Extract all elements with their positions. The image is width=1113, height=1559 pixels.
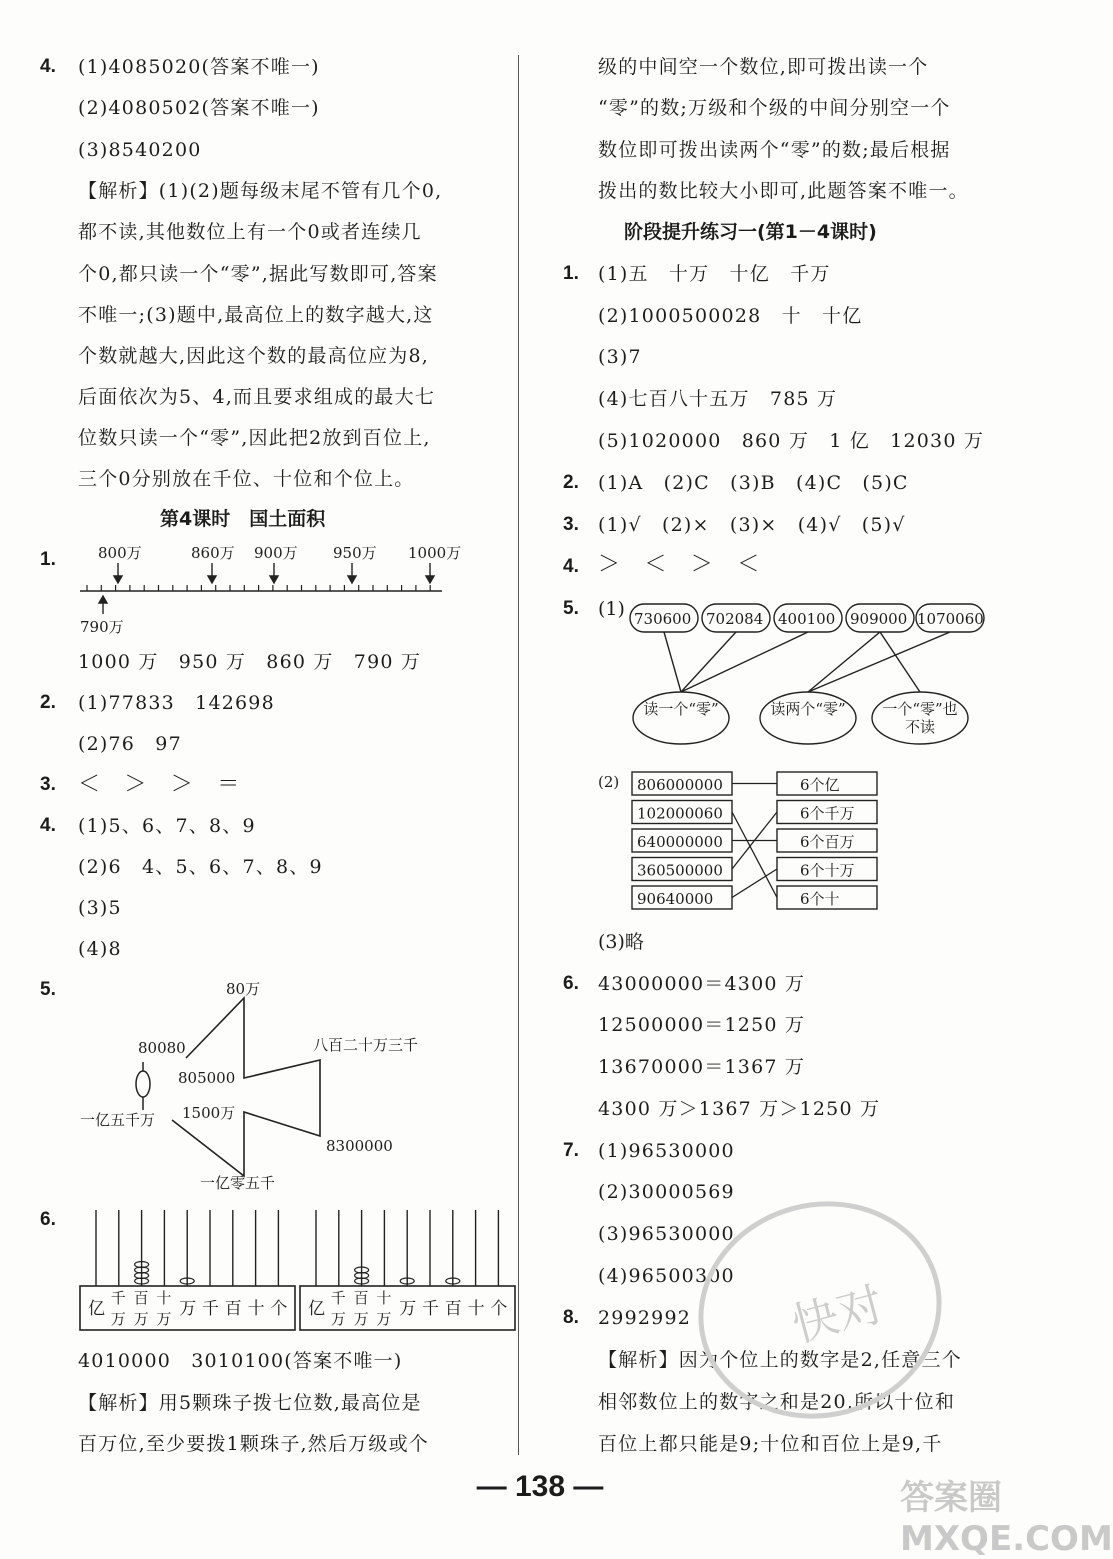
s-q7-line3: (3)96530000 xyxy=(598,1223,735,1245)
q4-line1: (1)4085020(答案不唯一) xyxy=(78,56,320,78)
s-q7-line4: (4)96500300 xyxy=(598,1265,735,1287)
match-left-text: 360500000 xyxy=(637,861,723,880)
zz-805000: 805000 xyxy=(178,1069,236,1087)
cloud-read-two-zeros: 读两个“零” xyxy=(770,700,846,718)
q4-line3: (3)8540200 xyxy=(78,139,202,161)
zz-1yi-ling-5qian: 一亿零五千 xyxy=(200,1174,276,1192)
abacus-place-label: 万 xyxy=(133,1310,149,1328)
abacus-place-label: 亿 xyxy=(308,1299,325,1319)
q4-analysis-1: 【解析】(1)(2)题每级末尾不管有几个0, xyxy=(78,180,443,202)
s-q1-line1: (1)五 十万 十亿 千万 xyxy=(598,263,831,285)
match-left-text: 640000000 xyxy=(637,833,723,851)
l4-q2-line1: (1)77833 142698 xyxy=(78,692,275,714)
l4-q5-number: 5. xyxy=(40,979,56,1000)
s-q6-line2: 12500000＝1250 万 xyxy=(598,1014,806,1036)
cloud-read-one-zero: 读一个“零” xyxy=(643,700,719,718)
q4-analysis-7: 位数只读一个“零”,因此把2放到百位上, xyxy=(78,427,431,449)
abacus-place-label: 亿 xyxy=(88,1299,105,1319)
nl-label-860: 860万 xyxy=(191,544,235,562)
corner-watermark: 答案圈 MXQE.COM xyxy=(900,1478,1113,1559)
s-q1-line5: (5)1020000 860 万 1 亿 12030 万 xyxy=(598,430,985,452)
abacus-place-label: 万 xyxy=(376,1310,392,1328)
s-q8-analysis-2: 相邻数位上的数字之和是20,所以十位和 xyxy=(598,1391,956,1413)
match-right-text: 6个百万 xyxy=(800,833,855,851)
stage-title: 阶段提升练习一(第1－4课时) xyxy=(624,221,877,243)
abacus-place-label: 百 xyxy=(224,1299,242,1319)
q4-number: 4. xyxy=(40,56,56,77)
q4-analysis-2: 都不读,其他数位上有一个0或者连续几 xyxy=(78,221,422,243)
s-q2-number: 2. xyxy=(563,472,579,493)
s-q7-line2: (2)30000569 xyxy=(598,1181,735,1203)
l4-q6-analysis-1: 【解析】用5颗珠子拨七位数,最高位是 xyxy=(78,1392,422,1414)
nl-label-1000: 1000万 xyxy=(408,544,462,562)
cloud-no-zero: 一个“零”也不读 xyxy=(882,700,958,736)
l4-q4-line1: (1)5、6、7、8、9 xyxy=(78,815,256,837)
s-q8-analysis-1: 【解析】因为个位上的数字是2,任意三个 xyxy=(598,1349,962,1371)
num-1070060: 1070060 xyxy=(917,610,984,628)
abacus-place-label: 十 xyxy=(376,1289,392,1307)
q4-analysis-5: 个数就越大,因此这个数的最高位应为8, xyxy=(78,345,429,367)
l4-q4-line3: (3)5 xyxy=(78,897,122,919)
q4-analysis-8: 三个0分别放在千位、十位和个位上。 xyxy=(78,468,415,490)
zz-80080: 80080 xyxy=(138,1039,186,1057)
match-right-text: 6个十 xyxy=(800,890,840,908)
continued-3: 数位即可拨出读两个“零”的数;最后根据 xyxy=(598,139,951,161)
num-400100: 400100 xyxy=(778,610,836,628)
stamp-text: 快对 xyxy=(786,1276,890,1353)
nl-label-800: 800万 xyxy=(98,544,142,562)
l4-q3-text: ＜ ＞ ＞ ＝ xyxy=(78,772,241,797)
continued-1: 级的中间空一个数位,即可拨出读一个 xyxy=(598,56,929,78)
q4-analysis-4: 不唯一;(3)题中,最高位上的数字越大,这 xyxy=(78,304,434,326)
l4-q4-line4: (4)8 xyxy=(78,938,122,960)
s-q6-line4: 4300 万＞1367 万＞1250 万 xyxy=(598,1098,881,1120)
s-q3-number: 3. xyxy=(563,514,579,535)
abacus-place-label: 个 xyxy=(490,1299,508,1319)
l4-q4-number: 4. xyxy=(40,815,56,836)
s-q3-text: (1)√ (2)× (3)× (4)√ (5)√ xyxy=(598,514,906,536)
zz-1yi5qianwan: 一亿五千万 xyxy=(80,1111,156,1129)
abacus-place-label: 十 xyxy=(467,1299,485,1319)
s-q1-line4: (4)七百八十五万 785 万 xyxy=(598,388,838,410)
zz-8300000: 8300000 xyxy=(326,1137,393,1155)
s-q8-number: 8. xyxy=(563,1307,579,1328)
s-q1-line2: (2)1000500028 十 十亿 xyxy=(598,305,863,327)
s-q1-line3: (3)7 xyxy=(598,346,642,368)
s-q5-part3: (3)略 xyxy=(598,931,644,953)
num-909000: 909000 xyxy=(850,610,908,628)
l4-q4-line2: (2)6 4、5、6、7、8、9 xyxy=(78,856,323,878)
s-q4-number: 4. xyxy=(563,556,579,577)
abacus-place-label: 百 xyxy=(444,1299,462,1319)
l4-q6-number: 6. xyxy=(40,1209,56,1230)
s-q2-text: (1)A (2)C (3)B (4)C (5)C xyxy=(598,472,909,494)
continued-2: “零”的数;万级和个级的中间分别空一个 xyxy=(598,97,951,119)
l4-q2-line2: (2)76 97 xyxy=(78,733,182,755)
s-q5-part2: (2) xyxy=(598,773,620,791)
match-right-text: 6个十万 xyxy=(800,861,855,880)
nl-label-950: 950万 xyxy=(333,544,377,562)
match-left-text: 90640000 xyxy=(637,890,714,908)
l4-q2-number: 2. xyxy=(40,692,56,713)
s-q7-line1: (1)96530000 xyxy=(598,1140,735,1162)
abacus-place-label: 十 xyxy=(156,1289,172,1307)
match-right-text: 6个亿 xyxy=(800,776,840,794)
page-number: — 138 — xyxy=(476,1470,604,1503)
abacus-place-label: 千 xyxy=(202,1299,219,1319)
s-q5-number: 5. xyxy=(563,598,579,619)
match-left-text: 806000000 xyxy=(637,776,723,794)
q4-line2: (2)4080502(答案不唯一) xyxy=(78,97,320,119)
abacus-place-label: 万 xyxy=(353,1310,369,1328)
l4-q3-number: 3. xyxy=(40,774,56,795)
abacus-place-label: 万 xyxy=(156,1310,172,1328)
s-q7-number: 7. xyxy=(563,1140,579,1161)
abacus-place-label: 万 xyxy=(110,1310,126,1328)
s-q6-line3: 13670000＝1367 万 xyxy=(598,1056,806,1078)
lesson4-title: 第4课时 国土面积 xyxy=(160,508,326,530)
abacus-place-label: 百 xyxy=(133,1289,149,1307)
q4-analysis-6: 后面依次为5、4,而且要求组成的最大七 xyxy=(78,386,436,408)
nl-label-900: 900万 xyxy=(254,544,298,562)
l4-q6-analysis-2: 百万位,至少要拨1颗珠子,然后万级或个 xyxy=(78,1433,429,1455)
match-left-text: 102000060 xyxy=(637,804,723,823)
q4-analysis-3: 个0,都只读一个“零”,据此写数即可,答案 xyxy=(78,263,438,285)
abacus-place-label: 千 xyxy=(330,1289,346,1307)
abacus-place-label: 万 xyxy=(330,1310,346,1328)
match-right-text: 6个千万 xyxy=(800,804,855,823)
s-q8-analysis-3: 百位上都只能是9;十位和百位上是9,千 xyxy=(598,1433,943,1455)
l4-q6-answer: 4010000 3010100(答案不唯一) xyxy=(78,1350,403,1372)
num-702084: 702084 xyxy=(706,610,764,628)
num-730600: 730600 xyxy=(634,610,692,628)
abacus-place-label: 百 xyxy=(353,1289,369,1307)
abacus-place-label: 千 xyxy=(422,1299,439,1319)
s-q6-line1: 43000000＝4300 万 xyxy=(598,973,806,995)
l4-q1-number: 1. xyxy=(40,549,56,570)
nl-label-790: 790万 xyxy=(80,618,124,636)
s-q5-part1: (1) xyxy=(598,598,625,620)
l4-q1-answer: 1000 万 950 万 860 万 790 万 xyxy=(78,651,422,673)
s-q1-number: 1. xyxy=(563,263,579,284)
abacus-place-label: 个 xyxy=(270,1299,288,1319)
s-q8-text: 2992992 xyxy=(598,1307,692,1329)
abacus-place-label: 千 xyxy=(110,1289,126,1307)
s-q4-text: ＞ ＜ ＞ ＜ xyxy=(598,552,761,577)
continued-4: 拨出的数比较大小即可,此题答案不唯一。 xyxy=(598,180,969,202)
zz-820-3qian: 八百二十万三千 xyxy=(313,1036,419,1054)
zz-80wan: 80万 xyxy=(226,980,261,998)
s-q6-number: 6. xyxy=(563,973,579,994)
zz-1500wan: 1500万 xyxy=(182,1104,236,1122)
abacus-place-label: 万 xyxy=(399,1299,417,1319)
abacus-place-label: 十 xyxy=(247,1299,265,1319)
abacus-place-label: 万 xyxy=(179,1299,197,1319)
